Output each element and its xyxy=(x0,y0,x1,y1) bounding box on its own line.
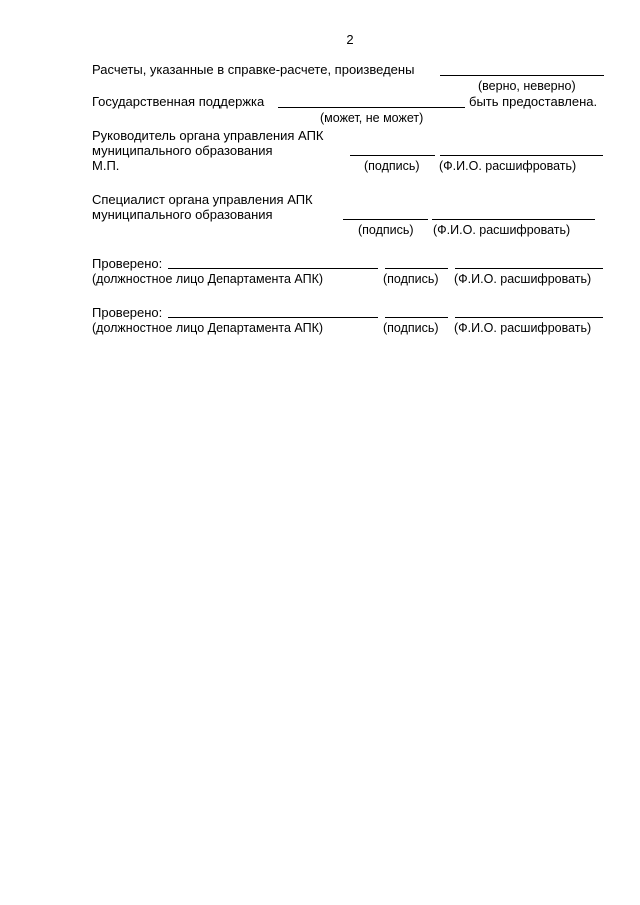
support-field[interactable] xyxy=(278,107,465,108)
calc-verdict-field[interactable] xyxy=(440,75,604,76)
page-number: 2 xyxy=(346,32,354,47)
specialist-name-field[interactable] xyxy=(432,219,595,220)
head-signature-field[interactable] xyxy=(350,155,435,156)
checked1-label: Проверено: xyxy=(92,256,163,271)
checked2-name-field[interactable] xyxy=(455,317,603,318)
checked1-role: (должностное лицо Департамента АПК) xyxy=(92,272,324,286)
specialist-line1: Специалист органа управления АПК xyxy=(92,192,313,207)
checked2-role: (должностное лицо Департамента АПК) xyxy=(92,321,324,335)
specialist-line2: муниципального образования xyxy=(92,207,273,222)
checked2-official-field[interactable] xyxy=(168,317,378,318)
checked2-sign-hint: (подпись) xyxy=(383,321,439,335)
support-hint: (может, не может) xyxy=(320,111,424,125)
checked2-name-hint: (Ф.И.О. расшифровать) xyxy=(454,321,592,335)
head-line2: муниципального образования xyxy=(92,143,273,158)
head-line1: Руководитель органа управления АПК xyxy=(92,128,324,143)
specialist-signature-field[interactable] xyxy=(343,219,428,220)
checked1-sign-hint: (подпись) xyxy=(383,272,439,286)
head-name-field[interactable] xyxy=(440,155,603,156)
support-suffix: быть предоставлена. xyxy=(469,94,598,109)
checked2-signature-field[interactable] xyxy=(385,317,448,318)
checked1-official-field[interactable] xyxy=(168,268,378,269)
specialist-name-hint: (Ф.И.О. расшифровать) xyxy=(433,223,571,237)
checked1-name-field[interactable] xyxy=(455,268,603,269)
calc-hint: (верно, неверно) xyxy=(478,79,576,93)
checked1-signature-field[interactable] xyxy=(385,268,448,269)
head-name-hint: (Ф.И.О. расшифровать) xyxy=(439,159,577,173)
head-sign-hint: (подпись) xyxy=(364,159,420,173)
calc-text: Расчеты, указанные в справке-расчете, произведены xyxy=(92,62,415,77)
specialist-sign-hint: (подпись) xyxy=(358,223,414,237)
support-label: Государственная поддержка xyxy=(92,94,265,109)
head-mp: М.П. xyxy=(92,158,120,173)
checked2-label: Проверено: xyxy=(92,305,163,320)
checked1-name-hint: (Ф.И.О. расшифровать) xyxy=(454,272,592,286)
